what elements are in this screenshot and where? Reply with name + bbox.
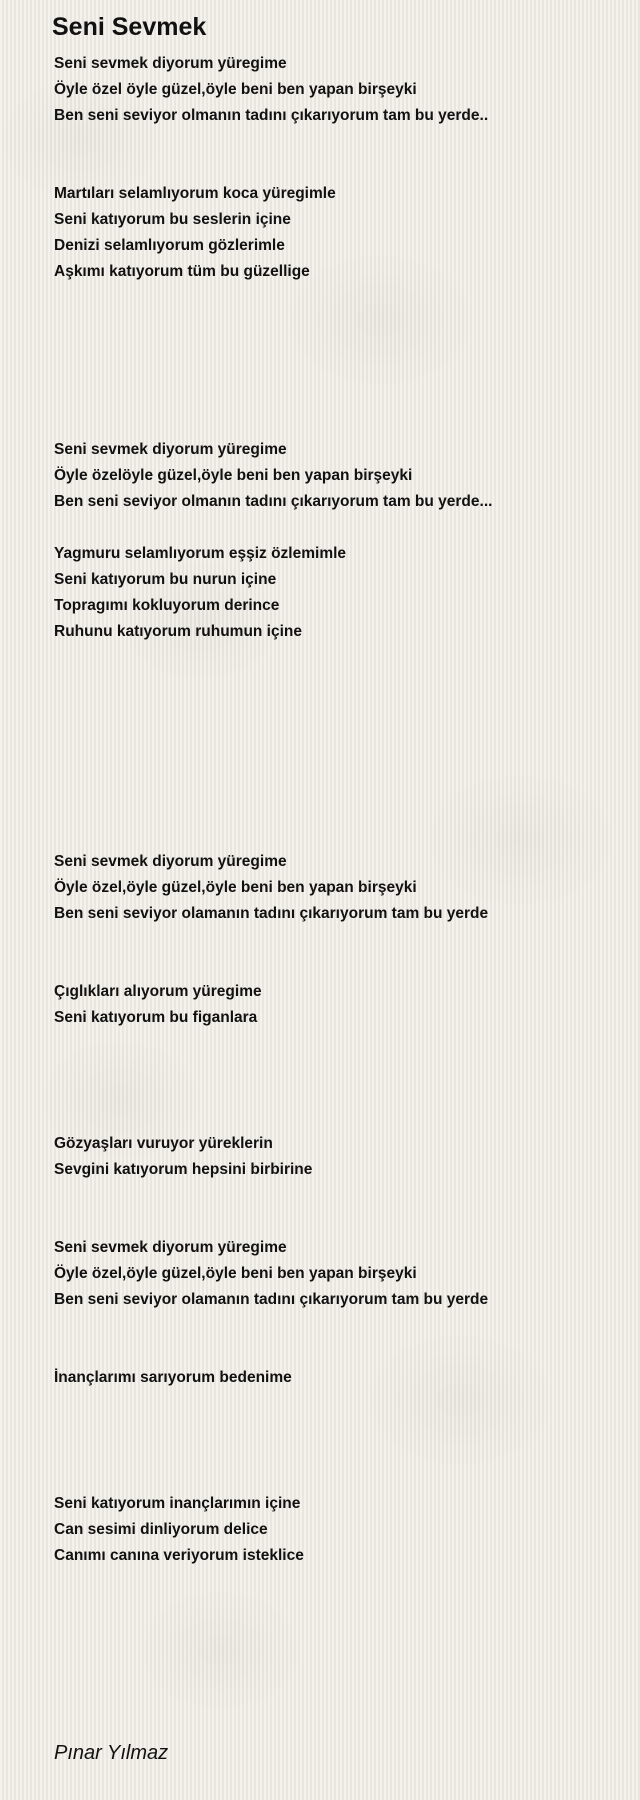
poem-line: Seni katıyorum bu figanlara <box>54 1009 258 1026</box>
poem-line: Seni katıyorum bu nurun içine <box>54 571 277 588</box>
poem-line: Seni sevmek diyorum yüregime <box>54 1239 287 1256</box>
poem-line: Canımı canına veriyorum isteklice <box>54 1547 304 1564</box>
poem-line: Ben seni seviyor olamanın tadını çıkarıyorum tam bu yerde <box>54 905 489 922</box>
poem-line: Çıglıkları alıyorum yüregime <box>54 983 262 1000</box>
poem-line: Öyle özel öyle güzel,öyle beni ben yapan birşeyki <box>54 81 417 98</box>
poem-line: Martıları selamlıyorum koca yüregimle <box>54 185 336 202</box>
poem-line: Öyle özelöyle güzel,öyle beni ben yapan birşeyki <box>54 467 413 484</box>
poem-line: Seni sevmek diyorum yüregime <box>54 55 287 72</box>
poem-line: Denizi selamlıyorum gözlerimle <box>54 237 285 254</box>
poem-line: Seni sevmek diyorum yüregime <box>54 853 287 870</box>
poem-line: Ben seni seviyor olmanın tadını çıkarıyorum tam bu yerde.. <box>54 107 489 124</box>
poem-line: Seni katıyorum inançlarımın içine <box>54 1495 301 1512</box>
poem-line: İnançlarımı sarıyorum bedenime <box>54 1369 292 1386</box>
poem-author: Pınar Yılmaz <box>54 1742 169 1764</box>
poem-line: Öyle özel,öyle güzel,öyle beni ben yapan birşeyki <box>54 1265 417 1282</box>
poem-line: Öyle özel,öyle güzel,öyle beni ben yapan birşeyki <box>54 879 417 896</box>
poem-line: Aşkımı katıyorum tüm bu güzellige <box>54 263 310 280</box>
poem-line: Sevgini katıyorum hepsini birbirine <box>54 1161 313 1178</box>
poem-line: Can sesimi dinliyorum delice <box>54 1521 268 1538</box>
poem-line: Seni katıyorum bu seslerin içine <box>54 211 291 228</box>
poem-line: Ruhunu katıyorum ruhumun içine <box>54 623 303 640</box>
poem-line: Gözyaşları vuruyor yüreklerin <box>54 1135 273 1152</box>
poem-line: Seni sevmek diyorum yüregime <box>54 441 287 458</box>
poem-line: Topragımı kokluyorum derince <box>54 597 280 614</box>
poem-line: Yagmuru selamlıyorum eşşiz özlemimle <box>54 545 347 562</box>
poem-line: Ben seni seviyor olmanın tadını çıkarıyorum tam bu yerde... <box>54 493 493 510</box>
poem-line: Ben seni seviyor olamanın tadını çıkarıyorum tam bu yerde <box>54 1291 489 1308</box>
poem-title: Seni Sevmek <box>52 13 207 41</box>
